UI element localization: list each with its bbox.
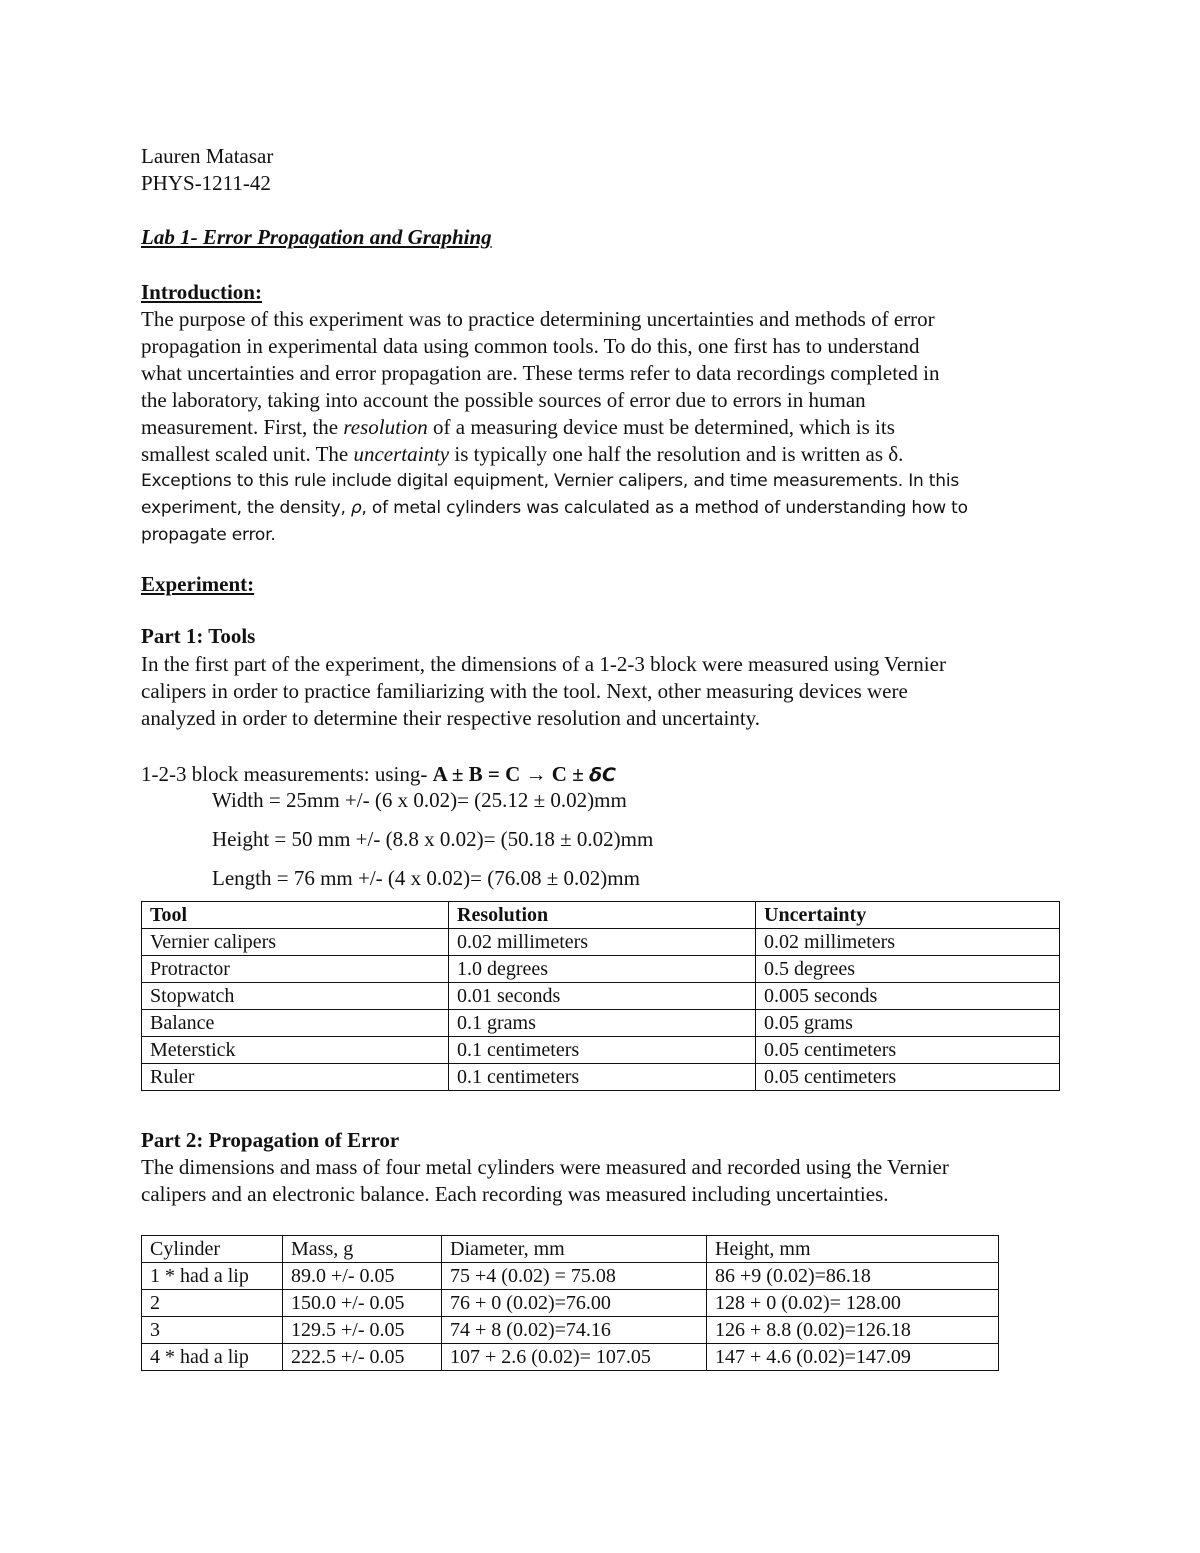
table-cell: 147 + 4.6 (0.02)=147.09 — [707, 1344, 999, 1371]
width-measurement: Width = 25mm +/- (6 x 0.02)= (25.12 ± 0.02)mm — [212, 788, 627, 812]
table-header-row — [142, 1236, 999, 1263]
table-row — [142, 1317, 999, 1344]
intro-line-7: Exceptions to this rule include digital equipment, Vernier calipers, and time measurements. In this — [141, 471, 960, 491]
table-header-row — [142, 902, 1060, 929]
table-cell: 0.02 millimeters — [756, 929, 1060, 956]
table-row — [142, 1064, 1060, 1091]
part2-heading: Part 2: Propagation of Error — [141, 1128, 400, 1152]
lab-title: Lab 1- Error Propagation and Graphing — [141, 225, 492, 249]
table-cell: Balance — [142, 1010, 449, 1037]
introduction-paragraph — [141, 306, 968, 549]
part1-line-2: calipers in order to practice familiarizing with the tool. Next, other measuring devices were — [141, 679, 908, 703]
error-formula-delta: δC — [588, 764, 616, 786]
intro-line-3: what uncertainties and error propagation are. These terms refer to data recordings completed in — [141, 361, 940, 385]
table-row — [142, 956, 1060, 983]
part2-line-2: calipers and an electronic balance. Each recording was measured including uncertainties. — [141, 1182, 889, 1206]
author-name: Lauren Matasar — [141, 144, 274, 168]
error-formula: A ± B = C → C ± — [432, 762, 589, 786]
intro-text: measurement. First, the — [141, 415, 344, 439]
table-cell: 0.1 centimeters — [449, 1064, 756, 1091]
table-cell: 74 + 8 (0.02)=74.16 — [442, 1317, 707, 1344]
table-cell: 150.0 +/- 0.05 — [283, 1290, 442, 1317]
table-row — [142, 1344, 999, 1371]
table-cell: 0.05 centimeters — [756, 1037, 1060, 1064]
height-measurement: Height = 50 mm +/- (8.8 x 0.02)= (50.18 ± 0.02)mm — [212, 827, 654, 851]
header-uncertainty: Uncertainty — [756, 902, 1060, 929]
table-cell: Vernier calipers — [142, 929, 449, 956]
cylinders-table — [141, 1235, 999, 1371]
table-cell: 0.05 grams — [756, 1010, 1060, 1037]
table-cell: 0.02 millimeters — [449, 929, 756, 956]
table-cell: Stopwatch — [142, 983, 449, 1010]
intro-line-4: the laboratory, taking into account the possible sources of error due to errors in human — [141, 388, 866, 412]
part1-line-3: analyzed in order to determine their respective resolution and uncertainty. — [141, 706, 761, 730]
table-cell: 3 — [142, 1317, 283, 1344]
intro-text: is typically one half the resolution and is written as δ. — [449, 442, 904, 466]
table-row — [142, 1290, 999, 1317]
table-cell: 86 +9 (0.02)=86.18 — [707, 1263, 999, 1290]
experiment-heading: Experiment: — [141, 572, 255, 596]
table-cell: 1.0 degrees — [449, 956, 756, 983]
term-resolution: resolution — [343, 415, 428, 439]
density-symbol: ρ — [350, 498, 362, 518]
table-row — [142, 929, 1060, 956]
table-cell: 75 +4 (0.02) = 75.08 — [442, 1263, 707, 1290]
table-cell: Ruler — [142, 1064, 449, 1091]
course-code: PHYS-1211-42 — [141, 171, 271, 195]
table-cell: 76 + 0 (0.02)=76.00 — [442, 1290, 707, 1317]
table-cell: 4 * had a lip — [142, 1344, 283, 1371]
table-cell: 1 * had a lip — [142, 1263, 283, 1290]
length-measurement: Length = 76 mm +/- (4 x 0.02)= (76.08 ± 0.02)mm — [212, 866, 640, 890]
part1-paragraph — [141, 651, 946, 732]
intro-text: experiment, the density, — [141, 498, 351, 518]
part2-line-1: The dimensions and mass of four metal cylinders were measured and recorded using the Vernier — [141, 1155, 949, 1179]
intro-line-2: propagation in experimental data using common tools. To do this, one first has to understand — [141, 334, 920, 358]
header-mass: Mass, g — [283, 1236, 442, 1263]
part2-paragraph — [141, 1154, 949, 1208]
header-height: Height, mm — [707, 1236, 999, 1263]
introduction-heading: Introduction: — [141, 280, 262, 304]
intro-text: of a measuring device must be determined, which is its — [427, 415, 895, 439]
table-cell: 0.5 degrees — [756, 956, 1060, 983]
header-resolution: Resolution — [449, 902, 756, 929]
intro-line-8 — [141, 495, 968, 522]
intro-line-1: The purpose of this experiment was to practice determining uncertainties and methods of error — [141, 307, 935, 331]
block-label-text: 1-2-3 block measurements: using- — [141, 762, 433, 786]
table-cell: Protractor — [142, 956, 449, 983]
table-cell: 0.01 seconds — [449, 983, 756, 1010]
table-cell: 0.1 centimeters — [449, 1037, 756, 1064]
block-measurements-label — [141, 761, 616, 789]
header-tool: Tool — [142, 902, 449, 929]
term-uncertainty: uncertainty — [353, 442, 450, 466]
tools-table — [141, 901, 1060, 1091]
intro-line-6 — [141, 441, 968, 468]
table-cell: 126 + 8.8 (0.02)=126.18 — [707, 1317, 999, 1344]
intro-line-5 — [141, 414, 968, 441]
table-cell: 0.1 grams — [449, 1010, 756, 1037]
table-cell: 128 + 0 (0.02)= 128.00 — [707, 1290, 999, 1317]
header-diameter: Diameter, mm — [442, 1236, 707, 1263]
part1-line-1: In the first part of the experiment, the dimensions of a 1-2-3 block were measured using Vernier — [141, 652, 946, 676]
table-cell: 107 + 2.6 (0.02)= 107.05 — [442, 1344, 707, 1371]
table-row — [142, 983, 1060, 1010]
table-cell: 129.5 +/- 0.05 — [283, 1317, 442, 1344]
table-row — [142, 1263, 999, 1290]
intro-text: smallest scaled unit. The — [141, 442, 354, 466]
intro-line-9: propagate error. — [141, 525, 276, 545]
table-cell: 2 — [142, 1290, 283, 1317]
part1-heading: Part 1: Tools — [141, 624, 256, 648]
table-cell: Meterstick — [142, 1037, 449, 1064]
table-cell: 0.05 centimeters — [756, 1064, 1060, 1091]
table-row — [142, 1010, 1060, 1037]
intro-text: , of metal cylinders was calculated as a method of understanding how to — [361, 498, 968, 518]
table-cell: 222.5 +/- 0.05 — [283, 1344, 442, 1371]
header-cylinder: Cylinder — [142, 1236, 283, 1263]
table-cell: 0.005 seconds — [756, 983, 1060, 1010]
table-cell: 89.0 +/- 0.05 — [283, 1263, 442, 1290]
table-row — [142, 1037, 1060, 1064]
